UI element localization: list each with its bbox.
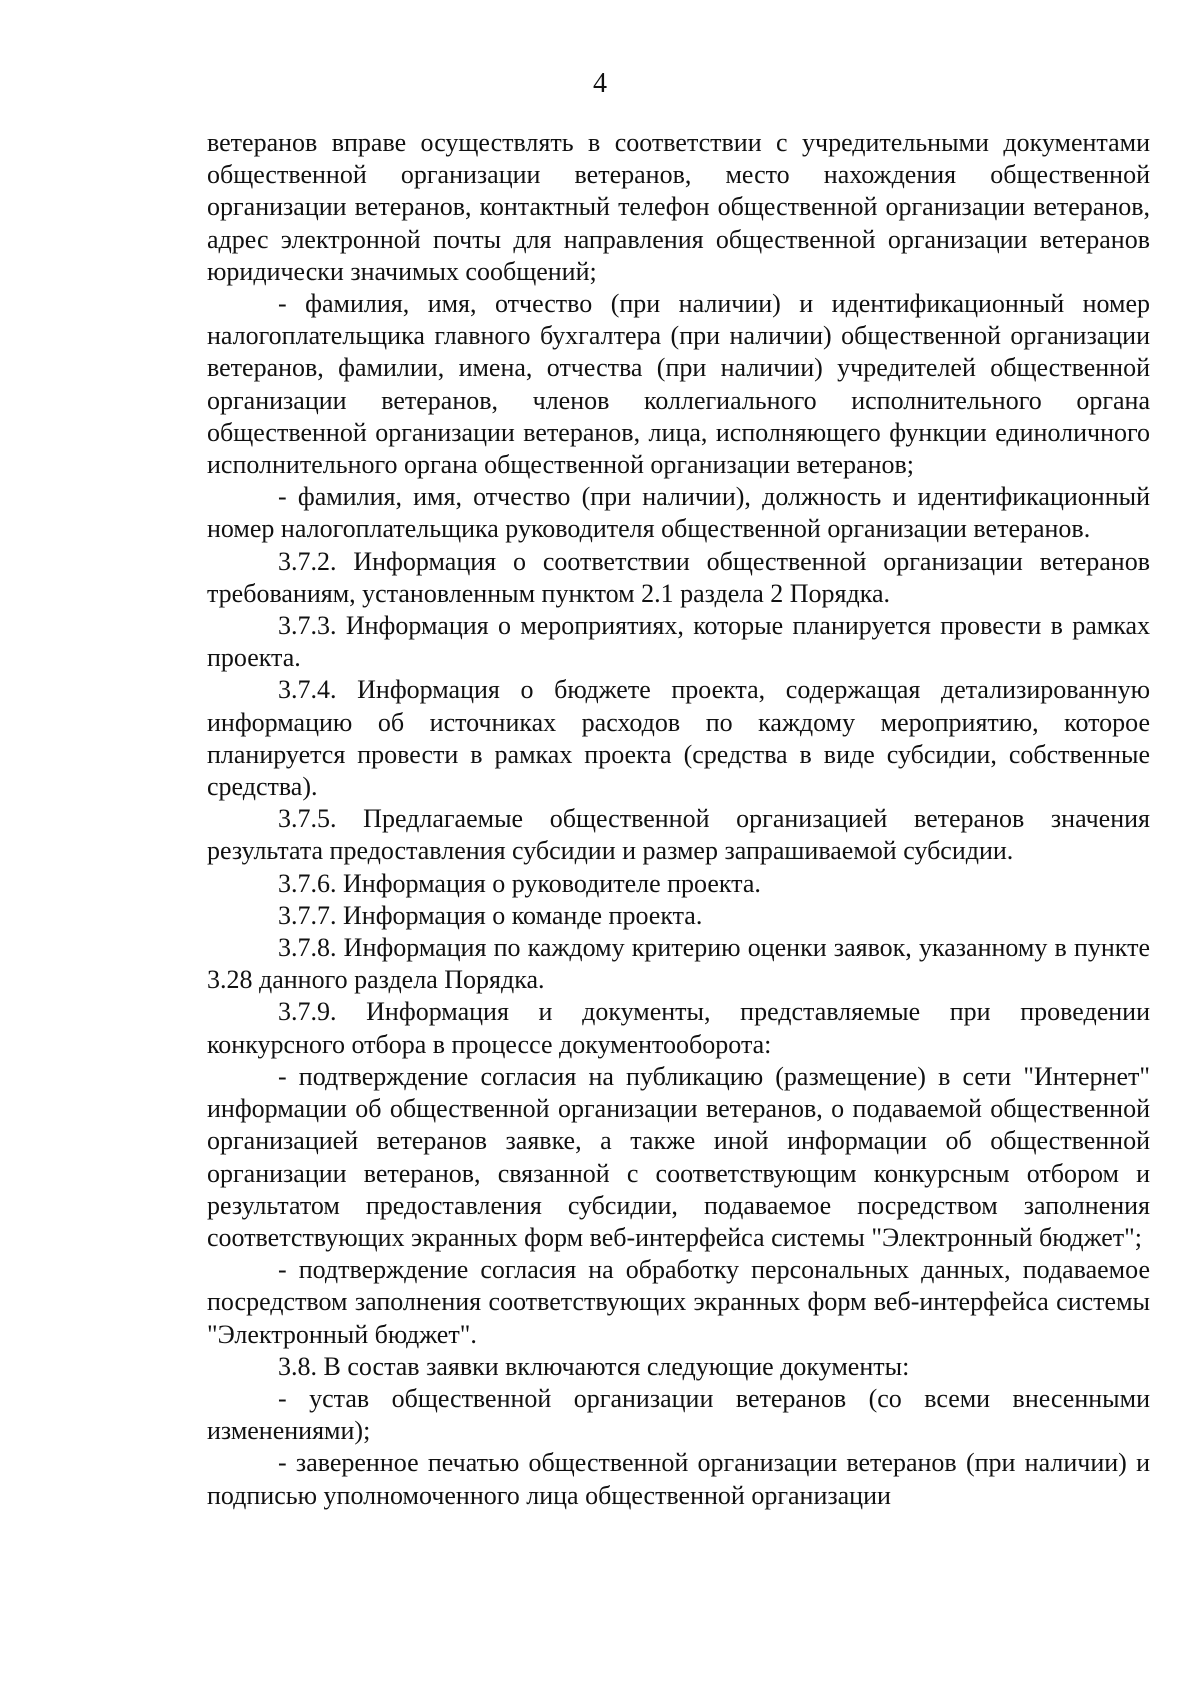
paragraph-3-7-9: 3.7.9. Информация и документы, представляемые при проведении конкурсного отбора в процессе документооборота: xyxy=(207,997,1150,1059)
paragraph-head-of-organization: - фамилия, имя, отчество (при наличии), должность и идентификационный номер налогоплательщика руководителя общественной организации ветеранов. xyxy=(207,482,1150,544)
paragraph-3-7-5: 3.7.5. Предлагаемые общественной организацией ветеранов значения результата предоставления субсидии и размер запрашиваемой субсидии. xyxy=(207,804,1150,866)
document-body xyxy=(207,127,1150,1512)
paragraph-3-7-4: 3.7.4. Информация о бюджете проекта, содержащая детализированную информацию об источниках расходов по каждому мероприятию, которое планируется провести в рамках проекта (средства в виде субсидии, собственные средства). xyxy=(207,675,1150,802)
paragraph-personal-data-consent: - подтверждение согласия на обработку персональных данных, подаваемое посредством заполнения соответствующих экранных форм веб-интерфейса системы "Электронный бюджет". xyxy=(207,1255,1150,1349)
paragraph-3-7-7: 3.7.7. Информация о команде проекта. xyxy=(278,900,703,930)
paragraph-3-7-3: 3.7.3. Информация о мероприятиях, которые планируется провести в рамках проекта. xyxy=(207,611,1150,673)
paragraph-continuation: ветеранов вправе осуществлять в соответствии с учредительными документами общественной организации ветеранов, место нахождения общественной организации ветеранов, контактный телефон общественной организации ветеранов, адрес электронной почты для направления общественной организации ветеранов юридически значимых сообщений; xyxy=(207,128,1150,286)
paragraph-certified-document: - заверенное печатью общественной организации ветеранов (при наличии) и подписью уполномоченного лица общественной организации xyxy=(207,1448,1150,1510)
paragraph-3-8: 3.8. В состав заявки включаются следующие документы: xyxy=(278,1351,910,1381)
page-number: 4 xyxy=(593,68,607,99)
paragraph-chief-accountant: - фамилия, имя, отчество (при наличии) и идентификационный номер налогоплательщика главного бухгалтера (при наличии) общественной организации ветеранов, фамилии, имена, отчества (при наличии) учредителей общественной организации ветеранов, членов коллегиального исполнительного органа общественной организации ветеранов, лица, исполняющего функции единоличного исполнительного органа общественной организации ветеранов; xyxy=(207,289,1150,480)
paragraph-3-7-8: 3.7.8. Информация по каждому критерию оценки заявок, указанному в пункте 3.28 данного раздела Порядка. xyxy=(207,933,1150,995)
paragraph-charter: - устав общественной организации ветеранов (со всеми внесенными изменениями); xyxy=(207,1383,1150,1446)
paragraph-publication-consent: - подтверждение согласия на публикацию (размещение) в сети "Интернет" информации об общественной организации ветеранов, о подаваемой общественной организацией ветеранов заявке, а также иной информации об общественной организации ветеранов, связанной с соответствующим конкурсным отбором и результатом предоставления субсидии, подаваемое посредством заполнения соответствующих экранных форм веб-интерфейса системы "Электронный бюджет"; xyxy=(207,1061,1150,1252)
paragraph-3-7-6: 3.7.6. Информация о руководителе проекта. xyxy=(278,868,761,898)
paragraph-3-7-2: 3.7.2. Информация о соответствии общественной организации ветеранов требованиям, установленным пунктом 2.1 раздела 2 Порядка. xyxy=(207,546,1150,608)
